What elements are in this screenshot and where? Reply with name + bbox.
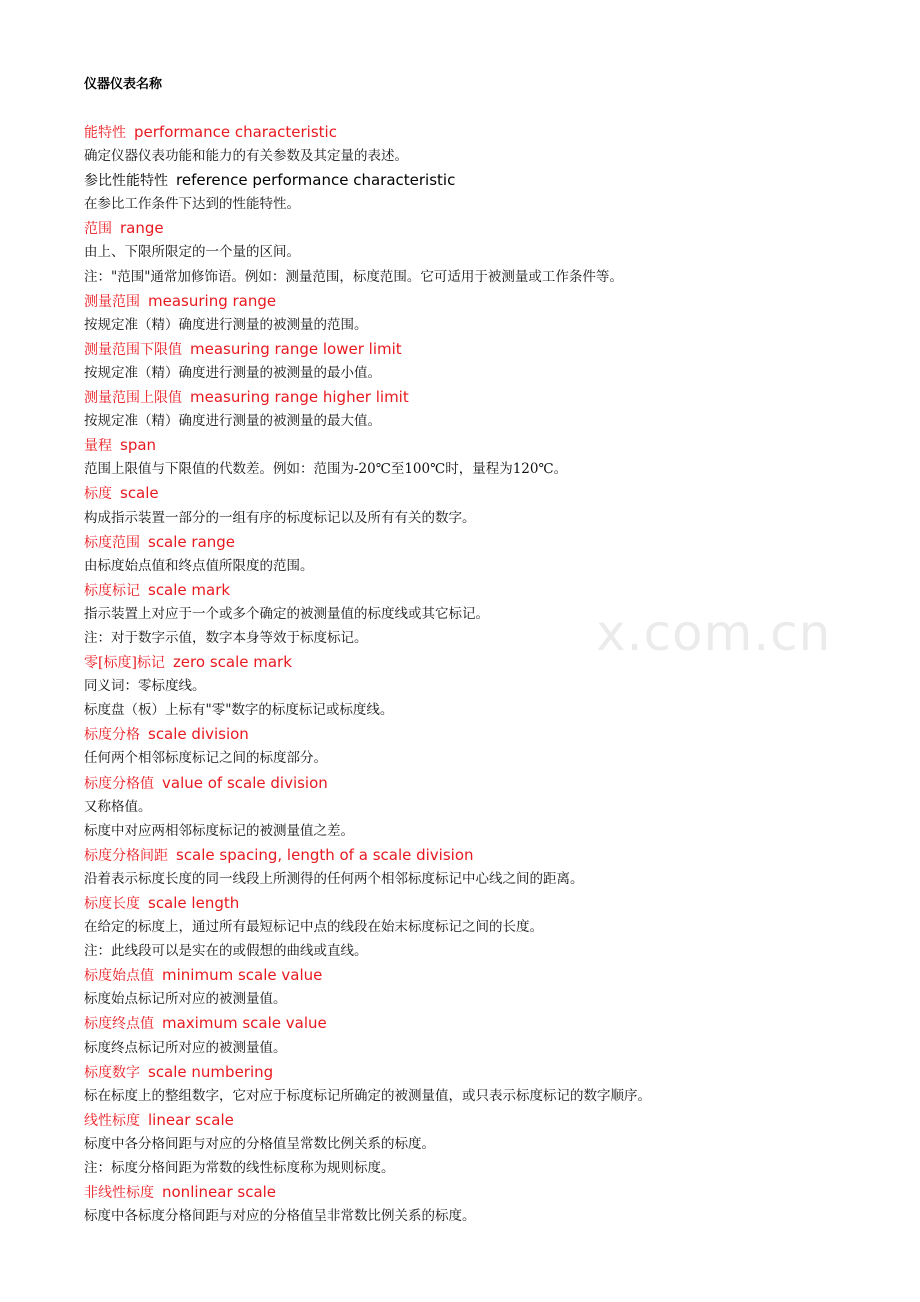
term-description: 注：对于数字示值，数字本身等效于标度标记。 xyxy=(84,629,368,646)
term-chinese: 标度分格 xyxy=(84,727,140,744)
term-description: 构成指示装置一部分的一组有序的标度标记以及所有有关的数字。 xyxy=(84,509,476,526)
term-chinese: 标度终点值 xyxy=(84,1016,154,1033)
term-english: nonlinear scale xyxy=(162,1183,277,1202)
term-description: 标度中各标度分格间距与对应的分格值呈非常数比例关系的标度。 xyxy=(84,1208,476,1225)
term-english: scale spacing, length of a scale division xyxy=(176,845,474,864)
term-heading xyxy=(84,216,884,240)
term-heading xyxy=(84,578,884,602)
term-description: 指示装置上对应于一个或多个确定的被测量值的标度线或其它标记。 xyxy=(84,605,489,622)
term-description: 范围上限值与下限值的代数差。例如：范围为-20℃至100℃时，量程为120℃。 xyxy=(84,461,568,478)
term-chinese: 范围 xyxy=(84,221,112,238)
term-heading xyxy=(84,433,884,457)
term-description: 标在标度上的整组数字，它对应于标度标记所确定的被测量值，或只表示标度标记的数字顺序。 xyxy=(84,1087,651,1104)
term-description: 由标度始点值和终点值所限度的范围。 xyxy=(84,557,314,574)
term-english: performance characteristic xyxy=(134,123,337,141)
term-english: span xyxy=(120,436,157,455)
term-chinese: 测量范围上限值 xyxy=(84,390,182,407)
term-chinese: 标度范围 xyxy=(84,534,140,551)
term-heading xyxy=(84,650,884,674)
term-heading xyxy=(84,289,884,313)
term-english: scale division xyxy=(148,725,249,744)
term-english: measuring range higher limit xyxy=(190,388,409,407)
term-description: 按规定准（精）确度进行测量的被测量的最小值。 xyxy=(84,364,381,381)
term-heading xyxy=(84,168,884,192)
term-chinese: 标度 xyxy=(84,486,112,503)
watermark: x.com.cn xyxy=(596,604,832,662)
glossary-list xyxy=(84,120,884,1228)
term-description: 由上、下限所限定的一个量的区间。 xyxy=(84,244,300,261)
term-heading xyxy=(84,385,884,409)
term-heading xyxy=(84,481,884,505)
term-chinese: 标度长度 xyxy=(84,896,140,912)
term-heading xyxy=(84,337,884,361)
term-heading xyxy=(84,1180,884,1204)
term-english: measuring range lower limit xyxy=(190,339,402,358)
term-description: 注：标度分格间距为常数的线性标度称为规则标度。 xyxy=(84,1160,395,1177)
term-description: 确定仪器仪表功能和能力的有关参数及其定量的表述。 xyxy=(84,148,408,165)
term-chinese: 非线性标度 xyxy=(84,1185,154,1202)
term-heading xyxy=(84,1060,884,1084)
term-description: 按规定准（精）确度进行测量的被测量的范围。 xyxy=(84,316,368,333)
term-english: linear scale xyxy=(148,1110,234,1129)
term-heading xyxy=(84,891,884,915)
term-english: range xyxy=(120,219,164,238)
term-description: 注：此线段可以是实在的或假想的曲线或直线。 xyxy=(84,943,368,960)
term-description: 在参比工作条件下达到的性能特性。 xyxy=(84,196,300,213)
term-chinese: 标度分格值 xyxy=(84,775,154,792)
term-english: measuring range xyxy=(148,291,277,310)
term-chinese: 标度数字 xyxy=(84,1064,140,1081)
term-english: scale numbering xyxy=(148,1062,274,1081)
term-description: 标度终点标记所对应的被测量值。 xyxy=(84,1039,287,1056)
term-heading xyxy=(84,530,884,554)
term-description: 同义词：零标度线。 xyxy=(84,678,206,695)
term-english: scale mark xyxy=(148,580,231,599)
term-english: value of scale division xyxy=(162,773,328,792)
document-page xyxy=(84,74,884,1228)
term-heading xyxy=(84,843,884,867)
term-chinese: 标度分格间距 xyxy=(84,847,168,864)
term-description: 标度始点标记所对应的被测量值。 xyxy=(84,991,287,1008)
term-chinese: 测量范围下限值 xyxy=(84,341,182,358)
term-description: 标度中对应两相邻标度标记的被测量值之差。 xyxy=(84,822,354,839)
term-english: reference performance characteristic xyxy=(176,171,456,190)
document-title: 仪器仪表名称 xyxy=(84,77,163,92)
term-english: minimum scale value xyxy=(162,966,323,985)
term-chinese: 参比性能特性 xyxy=(84,173,168,190)
term-description: 注："范围"通常加修饰语。例如：测量范围，标度范围。它可适用于被测量或工作条件等。 xyxy=(84,268,623,285)
term-chinese: 测量范围 xyxy=(84,293,140,310)
term-description: 在给定的标度上，通过所有最短标记中点的线段在始末标度标记之间的长度。 xyxy=(84,919,543,936)
term-heading xyxy=(84,1108,884,1132)
term-chinese: 线性标度 xyxy=(84,1112,140,1129)
term-heading xyxy=(84,771,884,795)
term-chinese: 零[标度]标记 xyxy=(84,655,165,672)
term-heading xyxy=(84,722,884,746)
term-description: 按规定准（精）确度进行测量的被测量的最大值。 xyxy=(84,413,381,430)
term-chinese: 标度标记 xyxy=(84,582,140,599)
term-chinese: 标度始点值 xyxy=(84,968,154,985)
term-description: 标度盘（板）上标有"零"数字的标度标记或标度线。 xyxy=(84,702,394,719)
term-heading xyxy=(84,120,884,144)
term-description: 又称格值。 xyxy=(84,798,152,815)
term-description: 沿着表示标度长度的同一线段上所测得的任何两个相邻标度标记中心线之间的距离。 xyxy=(84,870,584,887)
term-chinese: 能特性 xyxy=(84,125,126,141)
term-description: 标度中各分格间距与对应的分格值呈常数比例关系的标度。 xyxy=(84,1135,435,1152)
term-english: scale range xyxy=(148,532,236,551)
term-english: maximum scale value xyxy=(162,1014,327,1033)
term-english: scale length xyxy=(148,894,240,912)
term-english: scale xyxy=(120,484,159,503)
term-description: 任何两个相邻标度标记之间的标度部分。 xyxy=(84,750,327,767)
term-heading xyxy=(84,963,884,987)
term-heading xyxy=(84,1011,884,1035)
term-english: zero scale mark xyxy=(172,653,292,672)
term-chinese: 量程 xyxy=(84,438,112,455)
